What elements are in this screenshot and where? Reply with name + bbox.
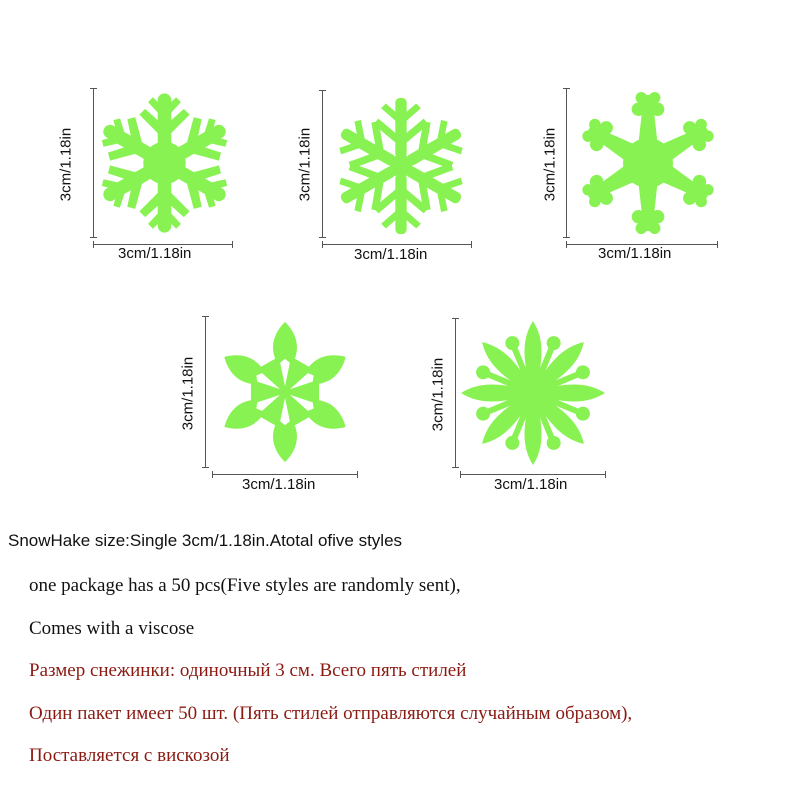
width-dimension-line bbox=[212, 474, 358, 475]
width-label: 3cm/1.18in bbox=[598, 245, 672, 262]
height-dimension-line bbox=[455, 318, 456, 468]
width-label: 3cm/1.18in bbox=[354, 246, 428, 263]
package-description-text: one package has a 50 pcs(Five styles are randomly sent), bbox=[29, 575, 461, 596]
snowflake-style-1-icon bbox=[92, 88, 237, 238]
snowflake-style-5-icon bbox=[458, 318, 608, 468]
snowflake-style-3-icon bbox=[576, 88, 720, 238]
height-label: 3cm/1.18in bbox=[429, 357, 447, 432]
height-label: 3cm/1.18in bbox=[541, 127, 559, 202]
height-label: 3cm/1.18in bbox=[179, 356, 197, 431]
viscose-description-text: Comes with a viscose bbox=[29, 618, 195, 639]
width-label: 3cm/1.18in bbox=[494, 476, 568, 493]
width-dimension-line bbox=[460, 474, 606, 475]
width-label: 3cm/1.18in bbox=[242, 476, 316, 493]
snowflake-style-2-icon bbox=[330, 92, 472, 240]
russian-viscose-text: Поставляется с вискозой bbox=[29, 745, 230, 766]
snowflake-style-4-icon bbox=[212, 316, 358, 468]
width-label: 3cm/1.18in bbox=[118, 245, 192, 262]
height-label: 3cm/1.18in bbox=[296, 127, 314, 202]
height-dimension-line bbox=[205, 316, 206, 468]
russian-size-text: Размер снежинки: одиночный 3 см. Всего пять стилей bbox=[29, 660, 467, 681]
width-dimension-line bbox=[322, 244, 472, 245]
height-dimension-line bbox=[566, 88, 567, 238]
size-description-text: SnowHake size:Single 3cm/1.18in.Atotal ofive styles bbox=[8, 531, 403, 550]
height-label: 3cm/1.18in bbox=[57, 127, 75, 202]
russian-package-text: Один пакет имеет 50 шт. (Пять стилей отправляются случайным образом), bbox=[29, 703, 633, 724]
height-dimension-line bbox=[322, 90, 323, 238]
